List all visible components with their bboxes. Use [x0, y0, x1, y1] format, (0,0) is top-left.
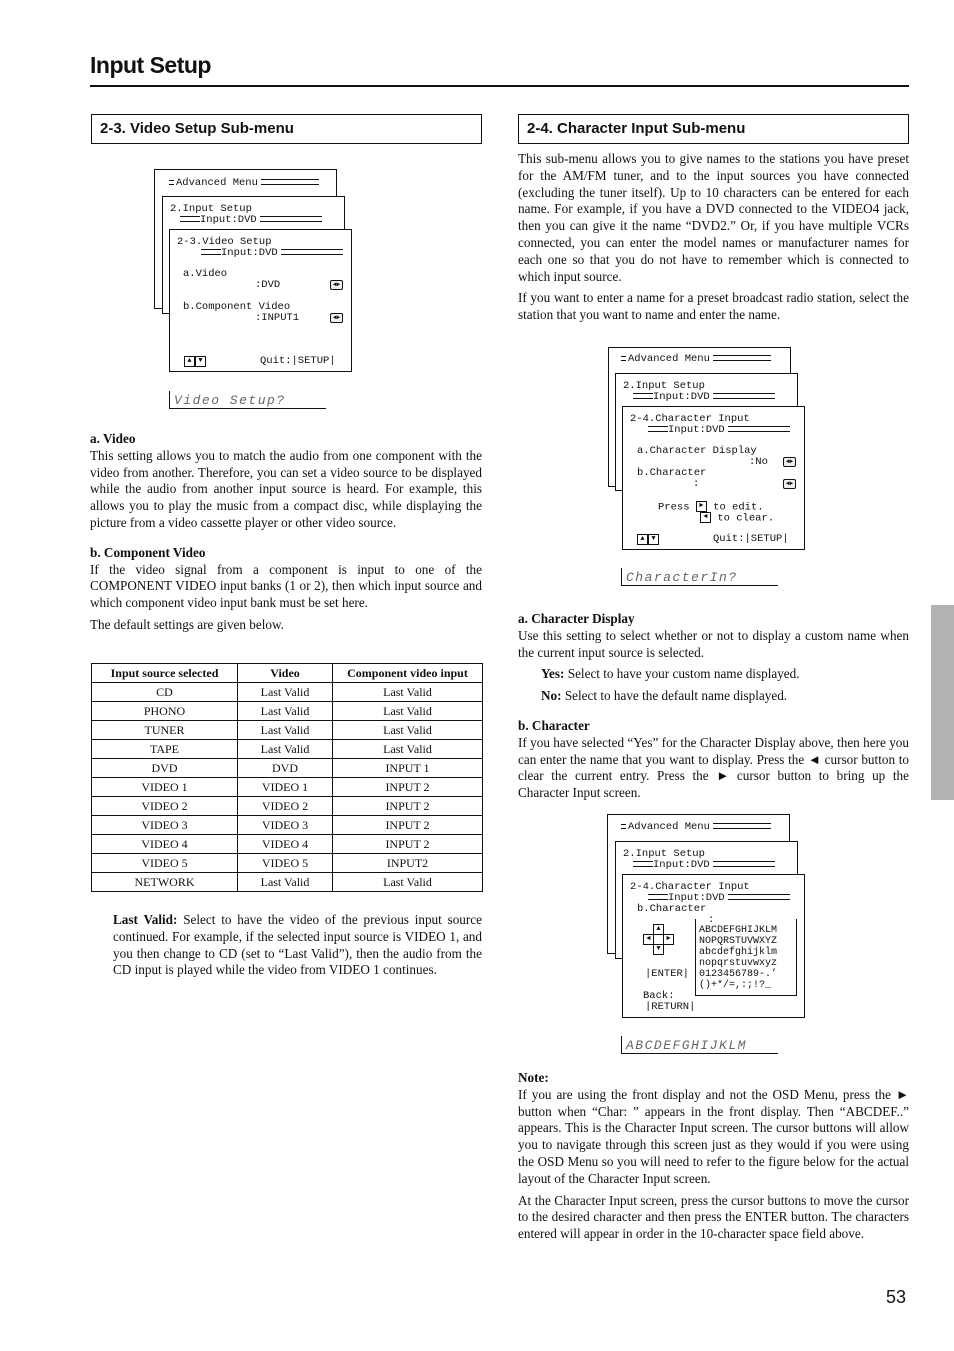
table-cell: Last Valid	[333, 683, 483, 702]
osd-panel-video-setup	[169, 229, 352, 372]
right-body-middle	[518, 611, 909, 807]
front-display-characters: ABCDEFGHIJKLM	[621, 1036, 778, 1054]
table-cell: VIDEO 2	[92, 797, 238, 816]
video-paragraph: This setting allows you to match the audio from one component with the video from another. Therefore, you can set a video source to be displayed while the audio from another input source is heard. For example, this allows you to play the music from a compact disc, while displaying the picture from a video cassette player or other video source.	[90, 447, 482, 530]
down-arrow-icon: ▼	[195, 356, 206, 367]
last-valid-label: Last Valid:	[113, 912, 178, 927]
table-header: Input source selected	[92, 664, 238, 683]
title-rule	[90, 85, 909, 87]
character-row: NOPQRSTUVWXYZ	[699, 936, 778, 947]
table-row	[92, 740, 483, 759]
osd-menu2: 2.Input Setup	[623, 848, 705, 860]
table-cell: Last Valid	[238, 721, 333, 740]
table-cell: Last Valid	[333, 740, 483, 759]
table-cell: DVD	[92, 759, 238, 778]
right-intro	[518, 151, 909, 329]
video-setup-heading: 2-3. Video Setup Sub-menu	[91, 114, 482, 144]
table-body	[92, 683, 483, 892]
table-cell: VIDEO 4	[238, 835, 333, 854]
down-arrow-icon: ▼	[653, 944, 664, 955]
table-cell: VIDEO 5	[92, 854, 238, 873]
table-cell: DVD	[238, 759, 333, 778]
character-row: nopqrstuvwxyz	[699, 958, 778, 969]
osd-item-b-value: :	[708, 914, 715, 926]
table-cell: NETWORK	[92, 873, 238, 892]
table-cell: VIDEO 4	[92, 835, 238, 854]
table-cell: VIDEO 5	[238, 854, 333, 873]
table-row	[92, 797, 483, 816]
table-row	[92, 854, 483, 873]
osd-item-b: b.Character	[637, 467, 707, 479]
table-row	[92, 721, 483, 740]
table-cell: INPUT2	[333, 854, 483, 873]
table-cell: Last Valid	[333, 721, 483, 740]
ok-icon: ◄►	[783, 457, 796, 467]
up-arrow-icon: ▲	[653, 924, 664, 935]
yes-label: Yes:	[541, 666, 565, 682]
table-cell: Last Valid	[238, 873, 333, 892]
note-paragraph: If you are using the front display and not the OSD Menu, press the ► button when “Char: ” appears in the front display. Then “ABCDEF..” appears. This is the Character Input screen. The cursor buttons will allow you to navigate through this screen just as they would if you were using the OSD Menu so you will need to refer to the figure below for the actual layout of the Character Input screen.	[518, 1086, 909, 1186]
up-arrow-icon: ▲	[184, 356, 195, 367]
osd-menu2: 2.Input Setup	[623, 380, 705, 392]
table-cell: INPUT 2	[333, 797, 483, 816]
defaults-paragraph: The default settings are given below.	[90, 616, 284, 632]
table-cell: VIDEO 1	[238, 778, 333, 797]
osd-menu1: Advanced Menu	[628, 353, 710, 365]
character-row: ABCDEFGHIJKLM	[699, 925, 778, 936]
osd-panel-character-grid	[622, 874, 805, 1018]
osd-return: |RETURN|	[645, 1001, 696, 1013]
osd-menu3: 2-4.Character Input	[630, 881, 750, 893]
osd-to-edit: to edit.	[713, 501, 764, 514]
chapter-tab	[931, 605, 954, 800]
cursor-pad-icon	[643, 924, 673, 954]
page-number: 53	[886, 1287, 907, 1307]
table-cell: INPUT 2	[333, 835, 483, 854]
osd-quit: Quit:|SETUP|	[713, 533, 789, 545]
table-row	[92, 778, 483, 797]
table-cell: CD	[92, 683, 238, 702]
video-subheading: a. Video	[90, 431, 136, 446]
left-arrow-icon: ◄	[700, 512, 711, 523]
component-video-subheading: b. Component Video	[90, 544, 206, 560]
osd-item-b-value: :	[693, 478, 700, 490]
left-arrow-icon: ◄	[643, 934, 654, 945]
table-cell: Last Valid	[238, 702, 333, 721]
character-display-paragraph: Use this setting to select whether or not to display a custom name when the current input source is selected.	[518, 627, 909, 660]
osd-item-b: b.Character	[637, 903, 707, 915]
table-cell: INPUT 1	[333, 759, 483, 778]
intro-paragraph-2: If you want to enter a name for a preset broadcast radio station, select the station that you want to name and enter the name.	[518, 290, 909, 323]
table-row	[92, 835, 483, 854]
table-row	[92, 683, 483, 702]
front-display-video-setup: Video Setup?	[169, 391, 326, 409]
osd-menu3-sub: Input:DVD	[221, 247, 278, 259]
last-valid-paragraph	[113, 912, 482, 984]
table-cell: VIDEO 3	[92, 816, 238, 835]
note-heading: Note:	[518, 1070, 549, 1085]
yes-text: Select to have your custom name displayed.	[564, 666, 800, 682]
osd-back: Back:	[643, 990, 675, 1002]
table-row	[92, 816, 483, 835]
osd-press: Press	[658, 501, 690, 514]
osd-menu3-sub: Input:DVD	[668, 892, 725, 904]
table-cell: Last Valid	[333, 702, 483, 721]
table-cell: Last Valid	[238, 740, 333, 759]
osd-menu2-sub: Input:DVD	[653, 859, 710, 871]
page-title: Input Setup	[90, 52, 211, 78]
character-row: abcdefghijklm	[699, 947, 778, 958]
osd-item-a-value: :No	[749, 456, 768, 468]
character-grid	[695, 919, 797, 996]
no-label: No:	[541, 688, 562, 704]
right-arrow-icon: ►	[663, 934, 674, 945]
character-row: ()+*/=,:;!?_	[699, 980, 772, 991]
osd-menu3: 2-4.Character Input	[630, 413, 750, 425]
character-input-heading: 2-4. Character Input Sub-menu	[518, 114, 909, 144]
osd-menu3-sub: Input:DVD	[668, 424, 725, 436]
intro-paragraph-1: This sub-menu allows you to give names to the stations you have preset for the AM/FM tuner, and to the input sources you have connected (excluding the tuner itself). Up to 10 characters can be entered for each name. For example, if you have a DVD connected to the VIDEO4 jack, then you can give it the name “DVD2.” Or, if you have multiple VCRs connected, you can enter the model names or manufacturer names for each one so that you do not have to remember which is connected to which input source.	[518, 151, 909, 284]
table-cell: PHONO	[92, 702, 238, 721]
osd-menu2: 2.Input Setup	[170, 203, 252, 215]
osd-item-a-value: :DVD	[255, 279, 281, 291]
table-cell: Last Valid	[333, 873, 483, 892]
osd-item-a: a.Video	[183, 268, 228, 280]
table-header: Component video input	[333, 664, 483, 683]
right-body-lower	[518, 1070, 909, 1248]
table-row	[92, 873, 483, 892]
table-cell: VIDEO 3	[238, 816, 333, 835]
table-row	[92, 702, 483, 721]
table-header: Video	[238, 664, 333, 683]
last-valid-text: Select to have the video of the previous input source continued. For example, if the selected input source is VIDEO 1, and you then change to CD (set to “Last Valid”), then the audio from the CD input is played while the video from VIDEO 1 continues.	[113, 912, 482, 978]
osd-item-b-value: :INPUT1	[255, 312, 300, 324]
table-cell: VIDEO 1	[92, 778, 238, 797]
osd-menu1: Advanced Menu	[628, 821, 710, 833]
table-cell: INPUT 2	[333, 816, 483, 835]
final-paragraph: At the Character Input screen, press the cursor buttons to move the cursor to the desired character and then press the ENTER button. The characters entered will appear in order in the 10-character space field above.	[518, 1192, 909, 1242]
component-video-paragraph: If the video signal from a component is input to one of the COMPONENT VIDEO input banks (1 or 2), then which input source and which component video input bank must be set here.	[90, 561, 482, 611]
table-header-row	[92, 664, 483, 683]
osd-enter: |ENTER|	[645, 968, 690, 980]
right-arrow-icon: ►	[696, 501, 707, 512]
osd-panel-character-input	[622, 406, 805, 550]
down-arrow-icon: ▼	[648, 534, 659, 545]
ok-icon: ◄►	[783, 479, 796, 489]
osd-menu2-sub: Input:DVD	[200, 214, 257, 226]
character-subheading: b. Character	[518, 717, 590, 733]
osd-item-a: a.Character Display	[637, 445, 757, 457]
up-arrow-icon: ▲	[637, 534, 648, 545]
osd-item-b: b.Component Video	[183, 301, 291, 313]
character-display-subheading: a. Character Display	[518, 611, 635, 626]
left-body-upper	[90, 431, 482, 639]
table-cell: TAPE	[92, 740, 238, 759]
osd-to-clear: to clear.	[717, 512, 775, 525]
osd-quit: Quit:|SETUP|	[260, 355, 336, 367]
character-row: 0123456789-.’	[699, 969, 778, 980]
ok-icon: ◄►	[330, 313, 343, 323]
osd-menu2-sub: Input:DVD	[653, 391, 710, 403]
table-cell: TUNER	[92, 721, 238, 740]
table-cell: VIDEO 2	[238, 797, 333, 816]
osd-menu3: 2-3.Video Setup	[177, 236, 272, 248]
osd-menu1: Advanced Menu	[176, 177, 258, 189]
front-display-character-in: CharacterIn?	[621, 568, 778, 586]
character-paragraph: If you have selected “Yes” for the Character Display above, then here you can enter the name that you want to display. Press the ◄ cursor button to clear the current entry. Press the ► cursor button to bring up the Character Input screen.	[518, 734, 909, 801]
ok-icon: ◄►	[330, 280, 343, 290]
no-text: Select to have the default name displayed.	[561, 688, 788, 704]
table-cell: Last Valid	[238, 683, 333, 702]
table-row	[92, 759, 483, 778]
table-cell: INPUT 2	[333, 778, 483, 797]
default-settings-table	[91, 663, 483, 892]
